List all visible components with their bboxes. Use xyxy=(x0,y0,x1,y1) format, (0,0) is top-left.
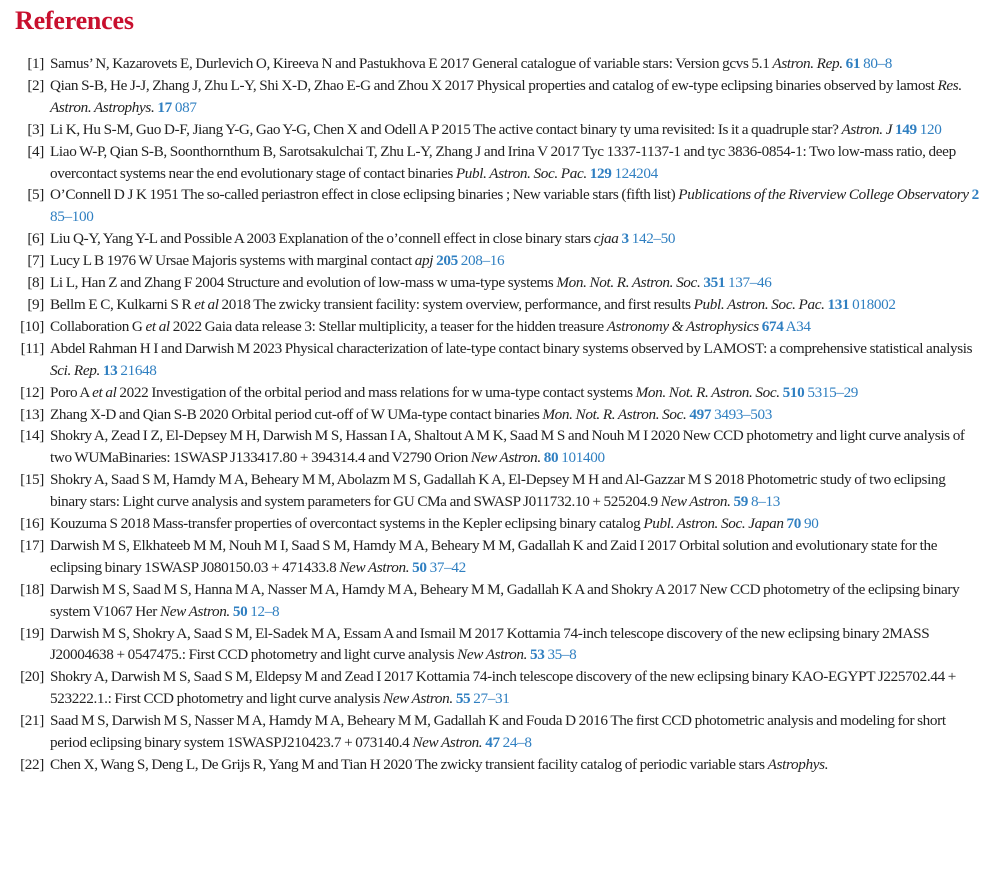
reference-pages-link[interactable]: 3493–503 xyxy=(714,405,773,423)
reference-volume: 205 xyxy=(436,252,458,270)
reference-et-al: et al xyxy=(194,295,219,313)
reference-journal: cjaa xyxy=(593,230,619,248)
reference-item xyxy=(0,272,1000,294)
reference-number: [17] xyxy=(20,536,44,554)
reference-volume: 3 xyxy=(621,230,629,248)
reference-number: [4] xyxy=(27,142,44,160)
reference-item xyxy=(0,579,1000,623)
reference-volume: 53 xyxy=(529,646,545,664)
reference-pages-link[interactable]: 8–13 xyxy=(750,493,780,511)
reference-volume: 50 xyxy=(232,602,248,620)
reference-volume: 2 xyxy=(971,186,979,204)
reference-number: [5] xyxy=(27,186,44,204)
reference-pages-link[interactable]: 21648 xyxy=(120,361,157,379)
reference-item xyxy=(0,404,1000,426)
reference-number: [9] xyxy=(27,295,44,313)
reference-journal: New Astron. xyxy=(339,558,410,576)
reference-item xyxy=(0,119,1000,141)
reference-item xyxy=(0,184,1000,228)
reference-title: 2022 Investigation of the orbital period and mass relations for w uma-type contact systems xyxy=(116,383,636,401)
reference-pages-link[interactable]: 5315–29 xyxy=(807,383,859,401)
reference-number: [22] xyxy=(20,756,44,773)
reference-authors: Zhang X-D and Qian S-B 2020 Orbital period cut-off of W UMa-type contact binaries xyxy=(50,405,543,423)
reference-journal: Mon. Not. R. Astron. Soc. xyxy=(635,383,780,401)
reference-number: [13] xyxy=(20,405,44,423)
reference-number: [1] xyxy=(27,55,44,72)
reference-item xyxy=(0,294,1000,316)
reference-volume: 80 xyxy=(543,449,559,467)
reference-title: 2022 Gaia data release 3: Stellar multiplicity, a teaser for the hidden treasure xyxy=(169,317,607,335)
reference-item xyxy=(0,382,1000,404)
reference-number: [18] xyxy=(20,580,44,598)
reference-authors: Liu Q-Y, Yang Y-L and Possible A 2003 Explanation of the o’connell effect in close binary stars xyxy=(50,230,594,248)
reference-title: 2018 The zwicky transient facility: system overview, performance, and first results xyxy=(218,295,694,313)
reference-journal: Publ. Astron. Soc. Pac. xyxy=(455,164,587,182)
reference-pages-link[interactable]: 018002 xyxy=(852,295,896,313)
reference-journal: Publ. Astron. Soc. Pac. xyxy=(693,295,825,313)
reference-volume: 59 xyxy=(733,493,749,511)
reference-number: [20] xyxy=(20,668,44,686)
reference-pages-link[interactable]: 80–8 xyxy=(863,55,893,72)
reference-item xyxy=(0,469,1000,513)
reference-item xyxy=(0,228,1000,250)
reference-journal: apj xyxy=(414,252,434,270)
reference-authors: Li L, Han Z and Zhang F 2004 Structure and evolution of low-mass w uma-type systems xyxy=(50,274,557,292)
reference-journal: New Astron. xyxy=(457,646,528,664)
reference-volume: 510 xyxy=(782,383,805,401)
references-heading: References xyxy=(15,6,134,35)
reference-journal: Sci. Rep. xyxy=(50,361,100,379)
reference-number: [10] xyxy=(20,317,44,335)
reference-authors: Lucy L B 1976 W Ursae Majoris systems with marginal contact xyxy=(50,252,415,270)
reference-pages-link[interactable]: 120 xyxy=(919,120,942,138)
reference-item xyxy=(0,623,1000,667)
reference-item xyxy=(0,513,1000,535)
reference-item xyxy=(0,316,1000,338)
reference-number: [14] xyxy=(20,427,44,445)
reference-authors: Kouzuma S 2018 Mass-transfer properties of overcontact systems in the Kepler eclipsing binary catalog xyxy=(50,515,644,533)
reference-authors: Shokry A, Zead I Z, El-Depsey M H, Darwish M S, Hassan I A, Shaltout A M K, Saad M S and Nouh M I 2020 New CCD photometry and light curve analysis of two WUMaBinaries: 1SWASP J133417.80 + 394314.4 and V2790 Orion xyxy=(50,427,965,467)
reference-number: [7] xyxy=(27,252,44,270)
reference-journal: Publications of the Riverview College Observatory xyxy=(678,186,969,204)
reference-authors: Saad M S, Darwish M S, Nasser M A, Hamdy M A, Beheary M M, Gadallah K and Fouda D 2016 The first CCD photometric analysis and modeling for short period eclipsing binary system 1SWASPJ210423.7 + 073140.4 xyxy=(50,712,946,752)
reference-item xyxy=(0,666,1000,710)
reference-journal: New Astron. xyxy=(412,734,483,752)
reference-authors: Darwish M S, Elkhateeb M M, Nouh M I, Saad S M, Hamdy M A, Beheary M M, Gadallah K and Zaid I 2017 Orbital solution and evolutionary state for the eclipsing binary 1SWASP J080150.03 + 471433.8 xyxy=(50,536,938,576)
reference-number: [11] xyxy=(20,339,44,357)
reference-authors: Liao W-P, Qian S-B, Soonthornthum B, Sarotsakulchai T, Zhu L-Y, Zhang J and Irina V 2017 Tyc 1337-1137-1 and tyc 3836-0854-1: Two low-mass ratio, deep overcontact systems near the end evolutionary stage of contact binaries xyxy=(50,142,956,182)
reference-item xyxy=(0,425,1000,469)
reference-authors: Qian S-B, He J-J, Zhang J, Zhu L-Y, Shi X-D, Zhao E-G and Zhou X 2017 Physical properties and catalog of ew-type eclipsing binaries observed by lamost xyxy=(50,76,938,94)
reference-journal: New Astron. xyxy=(470,449,541,467)
reference-volume: 70 xyxy=(786,515,802,533)
reference-item xyxy=(0,53,1000,75)
reference-authors: Li K, Hu S-M, Guo D-F, Jiang Y-G, Gao Y-G, Chen X and Odell A P 2015 The active contact binary ty uma revisited: Is it a quadruple star? xyxy=(50,120,842,138)
reference-authors: Abdel Rahman H I and Darwish M 2023 Physical characterization of late-type contact binary systems observed by LAMOST: a comprehensive statistical analysis xyxy=(50,339,973,357)
reference-journal: Astron. Rep. xyxy=(772,55,843,72)
reference-pages-link[interactable]: 087 xyxy=(174,98,197,116)
reference-authors: Darwish M S, Saad M S, Hanna M A, Nasser M A, Hamdy M A, Beheary M M, Gadallah K A and Shokry A 2017 New CCD photometry of the eclipsing binary system V1067 Her xyxy=(50,580,960,620)
reference-journal: Astrophys. xyxy=(767,756,829,773)
reference-pages-link[interactable]: 85–100 xyxy=(50,208,94,226)
reference-et-al: et al xyxy=(92,383,117,401)
reference-number: [2] xyxy=(27,76,44,94)
reference-pages-link[interactable]: 24–8 xyxy=(502,734,532,752)
reference-number: [21] xyxy=(20,712,44,730)
reference-volume: 131 xyxy=(827,295,850,313)
reference-pages-link[interactable]: 12–8 xyxy=(250,602,280,620)
reference-pages-link[interactable]: 142–50 xyxy=(631,230,676,248)
reference-volume: 17 xyxy=(157,98,172,116)
reference-authors: Shokry A, Saad S M, Hamdy M A, Beheary M M, Abolazm M S, Gadallah K A, El-Depsey M H and Al-Gazzar M S 2018 Photometric study of two eclipsing binary stars: Light curve analysis and system parameters for GU CMa and SWASP J011732.10 + 525204.9 xyxy=(50,471,946,511)
reference-authors: Darwish M S, Shokry A, Saad S M, El-Sadek M A, Essam A and Ismail M 2017 Kottamia 74-inch telescope discovery of the new eclipsing binary 2MASS J20004638 + 0547475.: First CCD photometry and light curve analysis xyxy=(50,624,930,664)
reference-item xyxy=(0,141,1000,185)
reference-pages-link[interactable]: 101400 xyxy=(561,449,605,467)
reference-number: [19] xyxy=(20,624,44,642)
reference-item xyxy=(0,710,1000,754)
reference-pages-link[interactable]: 137–46 xyxy=(728,274,772,292)
reference-journal: Res. Astron. Astrophys. xyxy=(50,76,962,116)
reference-volume: 149 xyxy=(895,120,917,138)
reference-volume: 50 xyxy=(412,558,427,576)
reference-volume: 47 xyxy=(485,734,500,752)
reference-number: [6] xyxy=(27,230,44,248)
reference-pages-link[interactable]: 27–31 xyxy=(473,690,510,708)
reference-authors: Shokry A, Darwish M S, Saad S M, Eldepsy M and Zead I 2017 Kottamia 74-inch telescope discovery of the new eclipsing binary KAO-EGYPT J225702.44 + 523222.1.: First CCD photometry and light curve analysis xyxy=(50,668,956,708)
reference-pages-link[interactable]: 37–42 xyxy=(429,558,466,576)
reference-journal: New Astron. xyxy=(660,493,731,511)
reference-volume: 351 xyxy=(703,274,726,292)
reference-pages-link[interactable]: 35–8 xyxy=(547,646,577,664)
reference-number: [3] xyxy=(27,120,44,138)
reference-item xyxy=(0,250,1000,272)
reference-volume: 497 xyxy=(689,405,712,423)
reference-number: [8] xyxy=(27,274,44,292)
reference-item xyxy=(0,754,1000,776)
reference-pages-link[interactable]: 124204 xyxy=(614,164,658,182)
reference-number: [16] xyxy=(20,515,44,533)
reference-authors: Samus’ N, Kazarovets E, Durlevich O, Kireeva N and Pastukhova E 2017 General catalogue of variable stars: Version gcvs 5.1 xyxy=(50,55,773,72)
reference-journal: Mon. Not. R. Astron. Soc. xyxy=(556,274,701,292)
reference-journal: New Astron. xyxy=(159,602,230,620)
reference-pages-link[interactable]: 90 xyxy=(804,515,819,533)
reference-authors: Collaboration G xyxy=(50,317,146,335)
reference-volume: 61 xyxy=(845,55,861,72)
reference-volume: 55 xyxy=(455,690,471,708)
reference-et-al: et al xyxy=(145,317,170,335)
reference-authors: Poro A xyxy=(50,383,93,401)
reference-item xyxy=(0,535,1000,579)
reference-pages-link[interactable]: A34 xyxy=(785,317,811,335)
reference-volume: 129 xyxy=(589,164,612,182)
reference-authors: O’Connell D J K 1951 The so-called periastron effect in close eclipsing binaries ; New variable stars (fifth list) xyxy=(50,186,679,204)
reference-journal: Astron. J xyxy=(841,120,893,138)
reference-journal: Mon. Not. R. Astron. Soc. xyxy=(542,405,687,423)
reference-journal: New Astron. xyxy=(382,690,453,708)
reference-item xyxy=(0,338,1000,382)
reference-volume: 13 xyxy=(102,361,118,379)
reference-journal: Astronomy & Astrophysics xyxy=(606,317,759,335)
reference-pages-link[interactable]: 208–16 xyxy=(460,252,505,270)
reference-journal: Publ. Astron. Soc. Japan xyxy=(643,515,784,533)
reference-authors: Bellm E C, Kulkarni S R xyxy=(50,295,195,313)
reference-number: [15] xyxy=(20,471,44,489)
reference-authors: Chen X, Wang S, Deng L, De Grijs R, Yang M and Tian H 2020 The zwicky transient facility catalog of periodic variable stars xyxy=(50,756,768,773)
reference-list xyxy=(0,53,1000,776)
reference-item xyxy=(0,75,1000,119)
reference-volume: 674 xyxy=(761,317,784,335)
reference-number: [12] xyxy=(20,383,44,401)
